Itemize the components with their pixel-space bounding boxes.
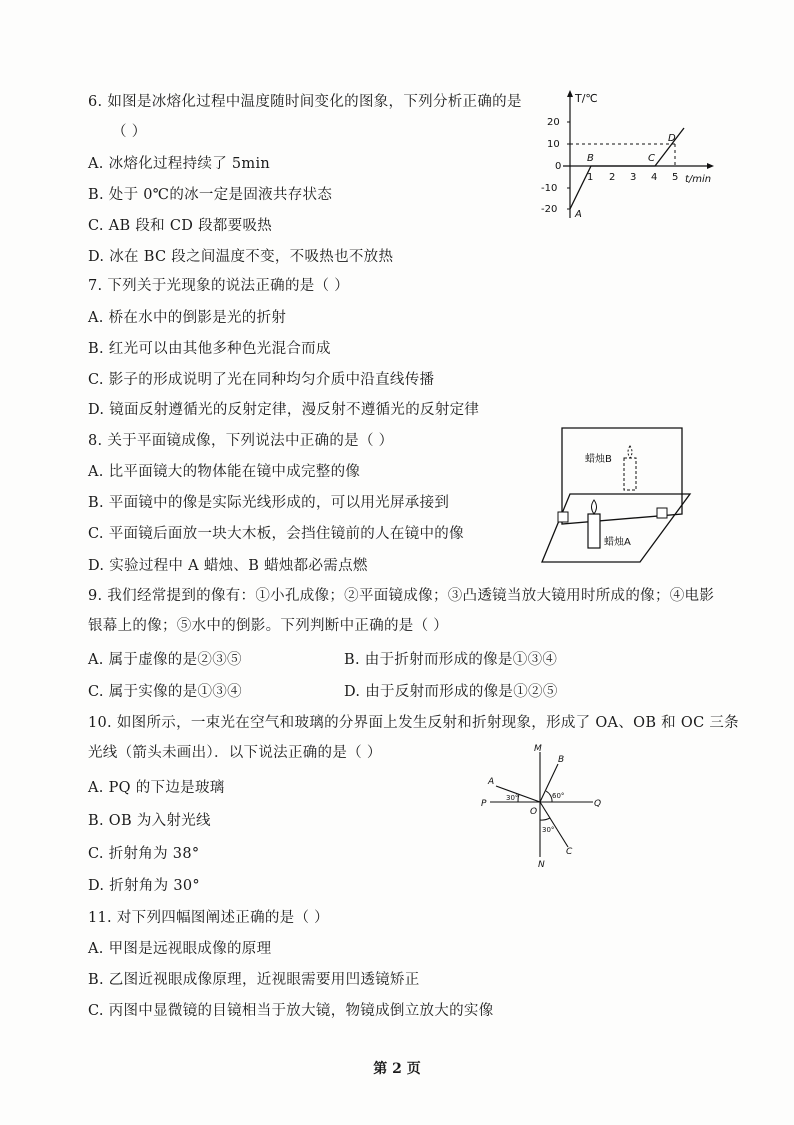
graph-x-label: t/min: [685, 174, 712, 185]
graph-point-d: D: [668, 133, 676, 144]
q6-option-b: B. 处于 0℃的冰一定是固液共存状态: [88, 187, 333, 203]
q10-stem-line1: 10. 如图所示，一束光在空气和玻璃的分界面上发生反射和折射现象，形成了 OA、OB 和 OC 三条: [88, 715, 739, 731]
label-n: N: [538, 860, 545, 870]
q8-option-c: C. 平面镜后面放一块大木板，会挡住镜前的人在镜中的像: [88, 526, 464, 542]
angle-30-left: 30°: [506, 794, 519, 802]
graph-point-b: B: [587, 153, 594, 164]
label-p: P: [481, 799, 487, 809]
q8-option-d: D. 实验过程中 A 蜡烛、B 蜡烛都必需点燃: [88, 558, 368, 574]
q8-stem: 8. 关于平面镜成像，下列说法中正确的是（ ）: [88, 433, 394, 449]
angle-30-bottom: 30°: [542, 826, 555, 834]
graph-ytick: -10: [541, 183, 558, 194]
q6-option-c: C. AB 段和 CD 段都要吸热: [88, 218, 273, 234]
angle-60: 60°: [552, 792, 565, 800]
q11-option-b: B. 乙图近视眼成像原理，近视眼需要用凹透镜矫正: [88, 972, 420, 988]
plane-mirror-experiment-figure: [540, 424, 700, 564]
graph-ytick: 10: [547, 139, 560, 150]
q7-option-d: D. 镜面反射遵循光的反射定律，漫反射不遵循光的反射定律: [88, 402, 480, 418]
temperature-time-graph: [535, 88, 720, 233]
q6-option-a: A. 冰熔化过程持续了 5min: [88, 156, 271, 172]
q9-option-b: B. 由于折射而形成的像是①③④: [344, 652, 558, 668]
q11-stem: 11. 对下列四幅图阐述正确的是（ ）: [88, 910, 329, 926]
q7-option-c: C. 影子的形成说明了光在同种均匀介质中沿直线传播: [88, 372, 435, 388]
graph-ytick: 0: [555, 161, 562, 172]
q9-stem-line1: 9. 我们经常提到的像有：①小孔成像；②平面镜成像；③凸透镜当放大镜用时所成的像；④电影: [88, 588, 715, 604]
graph-xtick: 5: [672, 172, 679, 183]
q10-stem-line2: 光线（箭头未画出）．以下说法正确的是（ ）: [88, 745, 382, 761]
graph-point-c: C: [648, 153, 655, 164]
q8-option-a: A. 比平面镜大的物体能在镜中成完整的像: [88, 464, 361, 480]
graph-point-a: A: [575, 209, 582, 220]
graph-xtick: 1: [587, 172, 594, 183]
candle-b-label: 蜡烛B: [585, 454, 612, 465]
q9-stem-line2: 银幕上的像；⑤水中的倒影。下列判断中正确的是（ ）: [88, 618, 449, 634]
q6-answer-paren: （ ）: [112, 124, 147, 140]
q7-option-a: A. 桥在水中的倒影是光的折射: [88, 310, 287, 326]
label-a: A: [488, 777, 495, 787]
graph-xtick: 3: [630, 172, 637, 183]
q6-option-d: D. 冰在 BC 段之间温度不变，不吸热也不放热: [88, 249, 394, 265]
label-c: C: [566, 847, 573, 857]
q7-option-b: B. 红光可以由其他多种色光混合而成: [88, 341, 331, 357]
graph-ytick: -20: [541, 204, 558, 215]
q6-stem: 6. 如图是冰熔化过程中温度随时间变化的图象，下列分析正确的是: [88, 94, 522, 110]
label-o: O: [530, 807, 538, 817]
q9-option-a: A. 属于虚像的是②③⑤: [88, 652, 242, 668]
q10-option-d: D. 折射角为 30°: [88, 878, 200, 894]
label-b: B: [558, 755, 565, 765]
q8-option-b: B. 平面镜中的像是实际光线形成的，可以用光屏承接到: [88, 495, 450, 511]
q9-option-c: C. 属于实像的是①③④: [88, 684, 242, 700]
q11-option-a: A. 甲图是远视眼成像的原理: [88, 941, 272, 957]
label-m: M: [534, 744, 542, 754]
q10-option-a: A. PQ 的下边是玻璃: [88, 780, 225, 796]
candle-a-label: 蜡烛A: [604, 537, 631, 548]
refraction-figure: [478, 742, 603, 872]
page-number: 第 2 页: [373, 1061, 421, 1077]
q9-option-d: D. 由于反射而形成的像是①②⑤: [344, 684, 558, 700]
graph-y-label: T/℃: [575, 92, 598, 105]
q10-option-c: C. 折射角为 38°: [88, 846, 200, 862]
graph-ytick: 20: [547, 117, 560, 128]
graph-xtick: 4: [651, 172, 658, 183]
graph-xtick: 2: [609, 172, 616, 183]
q7-stem: 7. 下列关于光现象的说法正确的是（ ）: [88, 278, 350, 294]
q10-option-b: B. OB 为入射光线: [88, 813, 211, 829]
label-q: Q: [594, 799, 602, 809]
q11-option-c: C. 丙图中显微镜的目镜相当于放大镜，物镜成倒立放大的实像: [88, 1003, 494, 1019]
